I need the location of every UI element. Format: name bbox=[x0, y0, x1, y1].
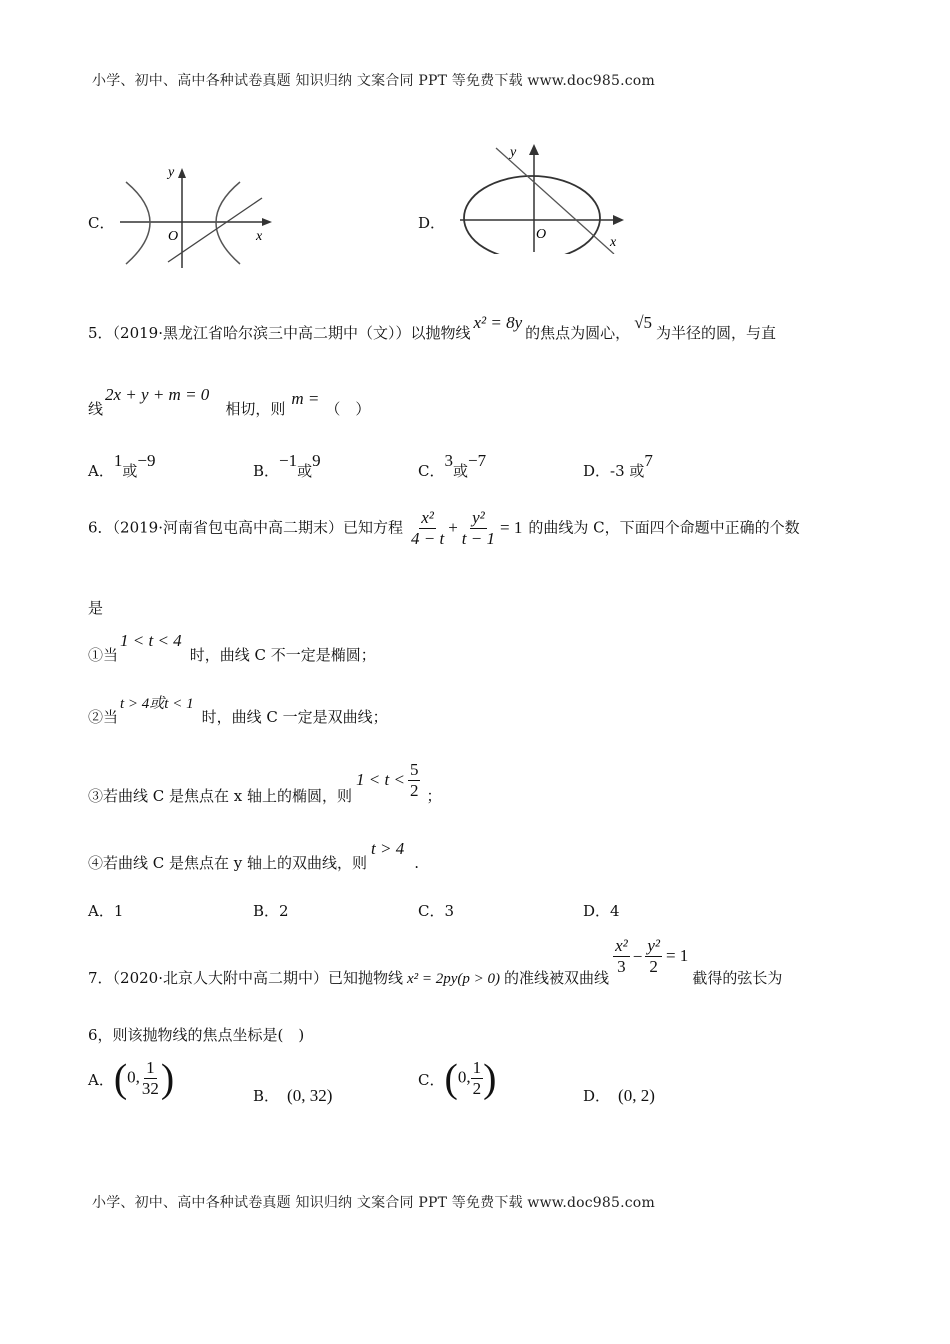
y-axis-arrow bbox=[178, 168, 186, 178]
q7-option-c: C．(0, $\frac{1}{2}$ ) bbox=[418, 1055, 497, 1101]
x-label: x bbox=[256, 229, 263, 244]
q6-option-d: D．4 bbox=[583, 902, 620, 920]
origin-label: O bbox=[536, 227, 547, 242]
x-label: x bbox=[610, 235, 617, 250]
q6-statement-1: ①当1 < t < 4时，曲线 C 不一定是椭圆； bbox=[88, 631, 376, 664]
q7-option-a: A．(0, $\frac{1}{32}$ ) bbox=[88, 1055, 175, 1101]
q5-line-eq: 2x + y + m = 0 bbox=[105, 385, 210, 404]
q5-option-c: C．3或−7 bbox=[418, 451, 487, 480]
q5-text2: 为半径的圆，与直 bbox=[656, 324, 777, 342]
q7-source: （2020·北京人大附中高二期中）已知抛物线 bbox=[112, 968, 403, 987]
q5-text4: 相切，则 bbox=[225, 400, 286, 418]
q4-option-c-label: C． bbox=[88, 214, 115, 232]
q6-source: （2019·河南省包屯高中高二期末）已知方程 bbox=[112, 518, 403, 537]
q7-frac2: $\frac{\text{y²}}{2}$ bbox=[647, 936, 660, 976]
q6-option-b: B．2 bbox=[253, 902, 289, 920]
q6-line1: 6．（2019·河南省包屯高中高二期末）已知方程 $\frac{\text{x²}}{4 - t}$ + $\frac{\text{y²}}{t - 1}$ = 1 的曲线为 C，下面四个命题中正确的个数 bbox=[88, 508, 800, 548]
q4-option-d-label: D． bbox=[418, 214, 446, 232]
page-header: 小学、初中、高中各种试卷真题 知识归纳 文案合同 PPT 等免费下载 www.doc985.com bbox=[92, 73, 655, 89]
q5-parabola: x² = 8y bbox=[473, 313, 523, 332]
q5-blank: （ ） bbox=[325, 400, 371, 418]
q5-line2 bbox=[88, 385, 371, 419]
page-footer: 小学、初中、高中各种试卷真题 知识归纳 文案合同 PPT 等免费下载 www.doc985.com bbox=[92, 1195, 655, 1211]
q5-option-b: B．−1或9 bbox=[253, 451, 321, 480]
q6-statement-2: ②当t > 4或t < 1时，曲线 C 一定是双曲线； bbox=[88, 696, 388, 726]
q5-m-eq: m = bbox=[291, 389, 320, 408]
q7-line1: 7．（2020·北京人大附中高二期中）已知抛物线 x² = 2py(p > 0) 的准线被双曲线 $\frac{\text{x²}}{3}$ − $\frac{\text{y²}}{2}$ = 1截得的弦长为 bbox=[88, 936, 783, 987]
q6-option-a: A．1 bbox=[88, 902, 124, 920]
y-axis-arrow bbox=[529, 144, 539, 155]
q5-line1 bbox=[88, 313, 777, 343]
q7-number: 7． bbox=[88, 968, 113, 987]
origin-label: O bbox=[168, 229, 179, 244]
q5-source: （2019·黑龙江省哈尔滨三中高二期中（文））以抛物线 bbox=[112, 324, 471, 342]
q6-tail: 的曲线为 C，下面四个命题中正确的个数 bbox=[528, 518, 800, 537]
q4-figure-d bbox=[456, 142, 636, 254]
x-axis-arrow bbox=[262, 218, 272, 226]
q5-radius: √5 bbox=[634, 313, 653, 332]
y-label: y bbox=[510, 145, 517, 160]
q4-figure-c bbox=[116, 160, 276, 272]
q7-line2: 6，则该抛物线的焦点坐标是( ) bbox=[88, 1026, 305, 1044]
hyperbola-right-branch bbox=[216, 182, 240, 264]
ellipse bbox=[464, 176, 600, 254]
q6-frac2: $\frac{\text{y²}}{t - 1}$ bbox=[461, 508, 495, 548]
q7-option-b: B． (0, 32) bbox=[253, 1086, 333, 1105]
q6-frac1: $\frac{\text{x²}}{4 - t}$ bbox=[411, 508, 445, 548]
q5-option-a: A．1或−9 bbox=[88, 451, 156, 480]
q5-number: 5． bbox=[88, 324, 113, 342]
line bbox=[496, 148, 614, 254]
q6-option-c: C．3 bbox=[418, 902, 455, 920]
q6-tail2: 是 bbox=[88, 599, 104, 617]
hyperbola-left-branch bbox=[126, 182, 150, 264]
x-axis-arrow bbox=[613, 215, 624, 225]
q7-parabola: x² = 2py(p > 0) bbox=[407, 970, 501, 987]
q7-option-d: D． (0, 2) bbox=[583, 1086, 655, 1105]
q6-statement-4: ④若曲线 C 是焦点在 y 轴上的双曲线，则t > 4. bbox=[88, 839, 420, 872]
q5-option-d: D．-3 或7 bbox=[583, 451, 653, 480]
q5-text3: 线 bbox=[88, 400, 104, 418]
q5-text1: 的焦点为圆心， bbox=[525, 324, 631, 342]
q7-frac1: $\frac{\text{x²}}{3}$ bbox=[615, 936, 628, 976]
y-label: y bbox=[168, 165, 175, 180]
q6-number: 6． bbox=[88, 518, 113, 537]
q6-statement-3: ③若曲线 C 是焦点在 x 轴上的椭圆，则1 < t < $\frac{5}{2}$ ； bbox=[88, 760, 442, 805]
